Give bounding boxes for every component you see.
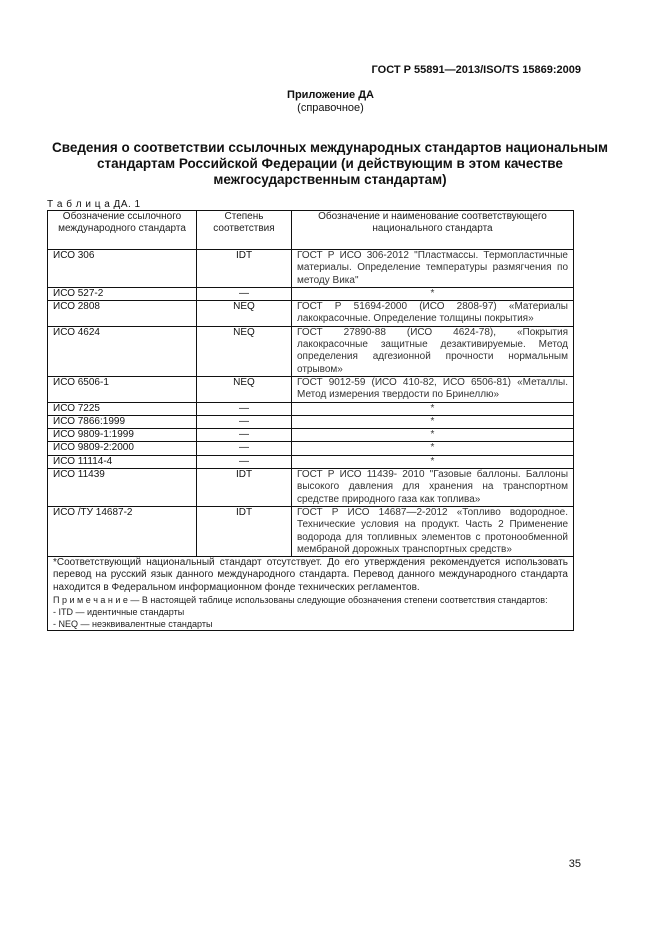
correspondence-table: [47, 210, 574, 631]
degree-cell: IDT: [197, 469, 292, 507]
table-row: [48, 415, 574, 428]
national-standard-cell: *: [292, 415, 574, 428]
intl-standard-cell: ИСО 4624: [48, 326, 197, 376]
intl-standard-cell: ИСО 9809-2:2000: [48, 442, 197, 455]
degree-cell: —: [197, 415, 292, 428]
intl-standard-cell: ИСО 527-2: [48, 287, 197, 300]
footnote-cell: [48, 557, 574, 631]
intl-standard-cell: ИСО 11114-4: [48, 455, 197, 468]
appendix-title: Приложение ДА: [287, 89, 374, 101]
degree-cell: —: [197, 429, 292, 442]
document-code: ГОСТ Р 55891—2013/ISO/TS 15869:2009: [371, 64, 581, 76]
national-standard-cell: ГОСТ Р ИСО 11439- 2010 "Газовые баллоны. Баллоны высокого давления для хранения на транспортном средстве природного газа как топлива»: [292, 469, 574, 507]
column-header: Обозначение ссылочного международного стандарта: [48, 211, 197, 250]
appendix-subtitle: (справочное): [297, 102, 364, 114]
intl-standard-cell: ИСО 11439: [48, 469, 197, 507]
table-row: [48, 469, 574, 507]
column-header: Степень соответствия: [197, 211, 292, 250]
table-header-row: [48, 211, 574, 250]
note-text: П р и м е ч а н и е — В настоящей таблице использованы следующие обозначения степени соответствия стандартов:: [53, 595, 548, 606]
table-caption: Т а б л и ц а ДА. 1: [47, 199, 141, 210]
footnote-text: *Соответствующий национальный стандарт отсутствует. До его утверждения рекомендуется использовать перевод на русский язык данного международного стандарта. Перевод данного международного стандарта находится в Федеральном информационном фонде технических регламентов.: [53, 557, 568, 593]
national-standard-cell: *: [292, 287, 574, 300]
degree-cell: NEQ: [197, 376, 292, 402]
table-row: [48, 429, 574, 442]
national-standard-cell: *: [292, 402, 574, 415]
legend-item: - NEQ — неэквивалентные стандарты: [53, 619, 213, 630]
table-row: [48, 402, 574, 415]
table-row: [48, 376, 574, 402]
table-row: [48, 442, 574, 455]
legend-item: - ITD — идентичные стандарты: [53, 607, 185, 618]
degree-cell: IDT: [197, 250, 292, 288]
intl-standard-cell: ИСО 306: [48, 250, 197, 288]
national-standard-cell: ГОСТ 27890-88 (ИСО 4624-78), «Покрытия лакокрасочные защитные дезактивируемые. Метод определения адгезионной прочности нормальным отрывом»: [292, 326, 574, 376]
table-row: [48, 250, 574, 288]
table-row: [48, 301, 574, 327]
table-row: [48, 455, 574, 468]
section-title: Сведения о соответствии ссылочных международных стандартов национальным стандартам Российской Федерации (и действующим в этом качестве межгосударственным стандартам): [51, 140, 609, 187]
degree-cell: NEQ: [197, 326, 292, 376]
national-standard-cell: ГОСТ Р ИСО 306-2012 "Пластмассы. Термопластичные материалы. Определение температуры размягчения по методу Вика": [292, 250, 574, 288]
national-standard-cell: ГОСТ 9012-59 (ИСО 410-82, ИСО 6506-81) «Металлы. Метод измерения твердости по Бринеллю»: [292, 376, 574, 402]
degree-cell: —: [197, 287, 292, 300]
national-standard-cell: *: [292, 429, 574, 442]
page-number: 35: [568, 858, 581, 870]
intl-standard-cell: ИСО 2808: [48, 301, 197, 327]
intl-standard-cell: ИСО 7866:1999: [48, 415, 197, 428]
table-row: [48, 287, 574, 300]
table-footnote-row: [48, 557, 574, 631]
degree-cell: IDT: [197, 506, 292, 556]
national-standard-cell: *: [292, 455, 574, 468]
degree-cell: —: [197, 442, 292, 455]
national-standard-cell: ГОСТ Р 51694-2000 (ИСО 2808-97) «Материалы лакокрасочные. Определение толщины покрытия»: [292, 301, 574, 327]
intl-standard-cell: ИСО 6506-1: [48, 376, 197, 402]
degree-cell: —: [197, 455, 292, 468]
table-row: [48, 506, 574, 556]
degree-cell: —: [197, 402, 292, 415]
degree-cell: NEQ: [197, 301, 292, 327]
national-standard-cell: *: [292, 442, 574, 455]
column-header: Обозначение и наименование соответствующего национального стандарта: [292, 211, 574, 250]
intl-standard-cell: ИСО 7225: [48, 402, 197, 415]
intl-standard-cell: ИСО 9809-1:1999: [48, 429, 197, 442]
intl-standard-cell: ИСО /ТУ 14687-2: [48, 506, 197, 556]
national-standard-cell: ГОСТ Р ИСО 14687—2-2012 «Топливо водородное. Технические условия на продукт. Часть 2 Применение водорода для топливных элементов с протонообменной мембраной дорожных транспортных средств»: [292, 506, 574, 556]
table-row: [48, 326, 574, 376]
